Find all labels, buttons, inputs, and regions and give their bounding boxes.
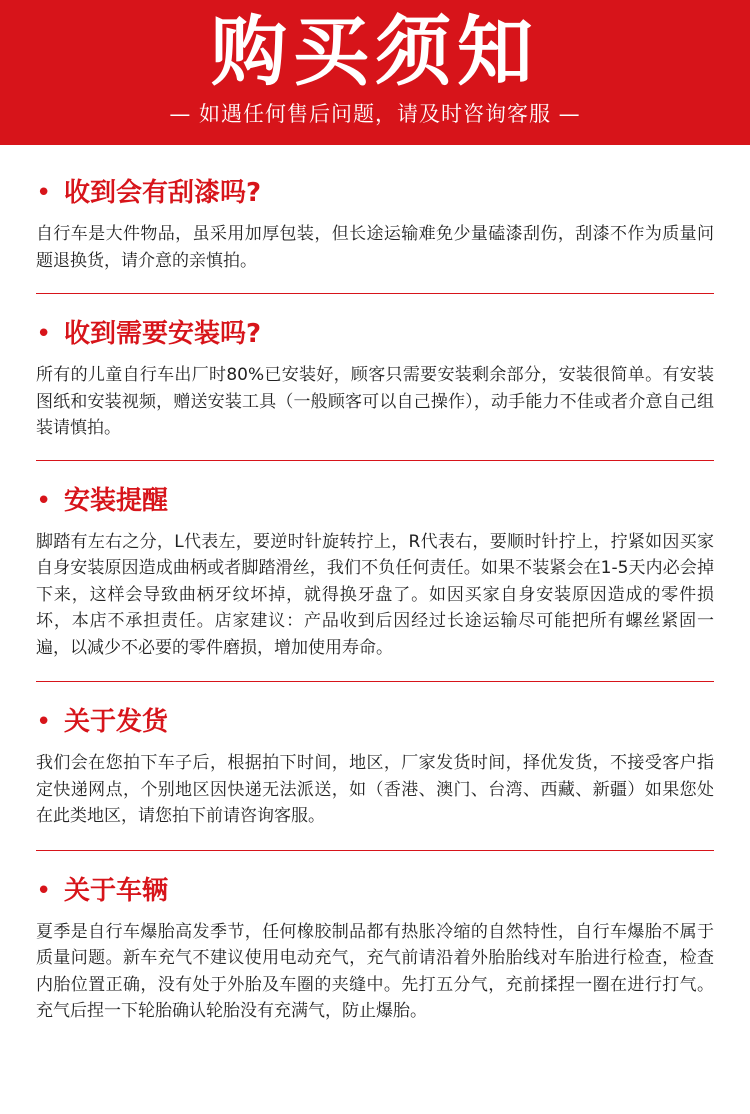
section-header [36, 873, 714, 909]
bullet-icon: • [36, 707, 52, 737]
bullet-icon: • [36, 178, 52, 208]
section-vehicle [36, 851, 714, 1025]
section-title: 关于车辆 [64, 875, 169, 906]
section-body: 我们会在您拍下车子后，根据拍下时间，地区，厂家发货时间，择优发货，不接受客户指定快递网点，个别地区因快递无法派送，如（香港、澳门、台湾、西藏、新疆）如果您处在此类地区，请您拍下前请咨询客服。 [36, 753, 714, 826]
section-header [36, 316, 714, 352]
section-body: 脚踏有左右之分，L代表左，要逆时针旋转拧上，R代表右，要顺时针拧上，拧紧如因买家自身安装原因造成曲柄或者脚踏滑丝，我们不负任何责任。如果不装紧会在1-5天内必会掉下来，这样会导致曲柄牙纹坏掉，就得换牙盘了。如因买家自身安装原因造成的零件损坏，本店不承担责任。店家建议：产品收到后因经过长途运输尽可能把所有螺丝紧固一遍，以减少不必要的零件磨损，增加使用寿命。 [36, 531, 714, 658]
section-header [36, 483, 714, 519]
section-title: 收到需要安装吗? [64, 319, 262, 349]
page-title: 购买须知 [211, 7, 539, 96]
section-paint-scratch [36, 145, 714, 274]
section-title: 关于发货 [64, 707, 169, 737]
header-banner [0, 0, 750, 145]
section-installation-needed [36, 294, 714, 442]
section-title: 收到会有刮漆吗? [64, 178, 262, 208]
section-body: 夏季是自行车爆胎高发季节，任何橡胶制品都有热胀冷缩的自然特性，自行车爆胎不属于质量问题。新车充气不建议使用电动充气，充气前请沿着外胎胎线对车胎进行检查，检查内胎位置正确，没有处于外胎及车圈的夹缝中。先打五分气，充前揉捏一圈在进行打气。充气后捏一下轮胎确认轮胎没有充满气，防止爆胎。 [36, 921, 714, 1021]
section-header [36, 704, 714, 740]
page-subtitle: — 如遇任何售后问题，请及时咨询客服 — [169, 102, 581, 126]
section-body: 自行车是大件物品，虽采用加厚包装，但长途运输难免少量磕漆刮伤，刮漆不作为质量问题退换货，请介意的亲慎拍。 [36, 224, 714, 271]
section-installation-reminder [36, 461, 714, 662]
section-title: 安装提醒 [64, 485, 169, 516]
bullet-icon: • [36, 875, 52, 906]
section-shipping [36, 682, 714, 830]
bullet-icon: • [36, 319, 52, 349]
content [0, 145, 750, 1025]
section-body: 所有的儿童自行车出厂时80%已安装好，顾客只需要安装剩余部分，安装很简单。有安装图纸和安装视频，赠送安装工具（一般顾客可以自己操作），动手能力不佳或者介意自己组装请慎拍。 [36, 365, 714, 438]
section-header [36, 175, 714, 211]
bullet-icon: • [36, 485, 52, 516]
